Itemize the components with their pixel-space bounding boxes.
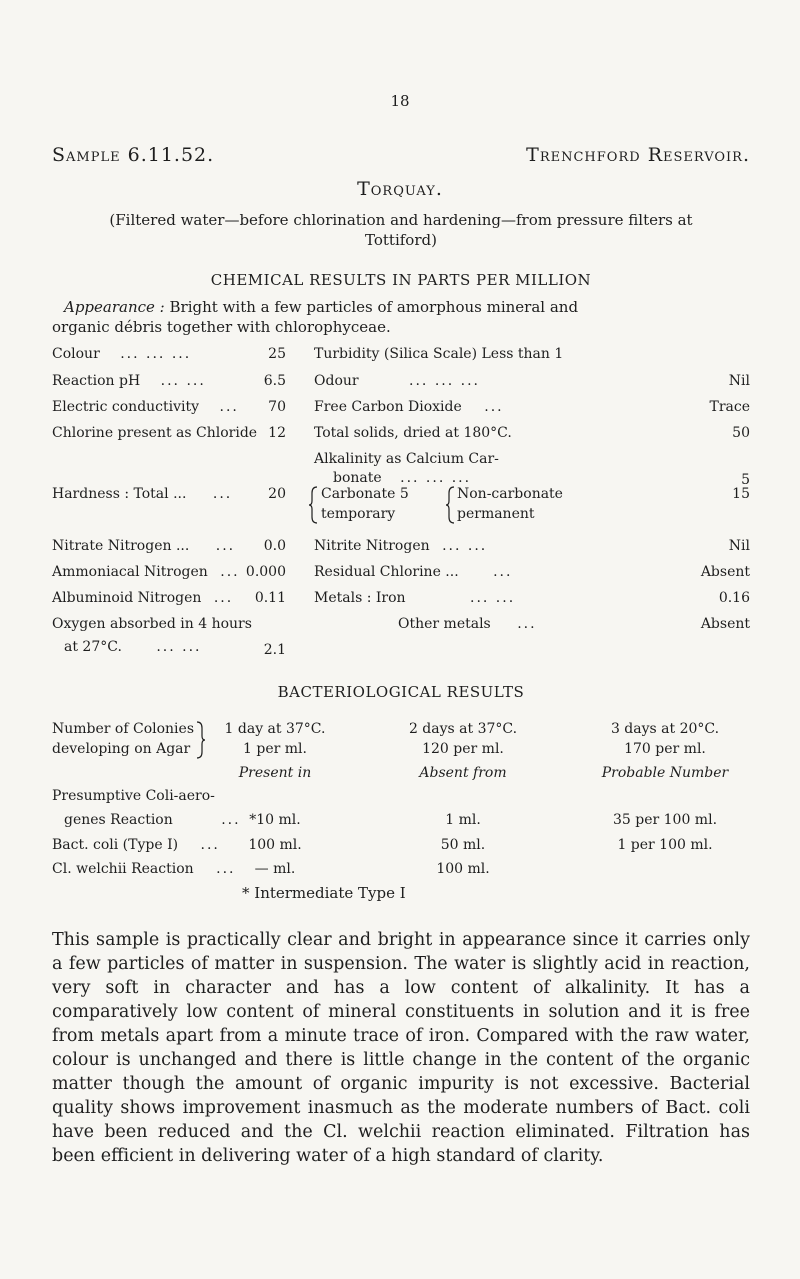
row-dots: ... ...	[160, 373, 206, 389]
left-row	[64, 638, 202, 656]
appearance-line1	[64, 298, 750, 316]
left-value: 70	[268, 399, 286, 415]
row-label: Chlorine present as Chloride	[52, 425, 258, 441]
present-in-heading: Present in	[238, 765, 312, 781]
row-label: at 27°C.	[64, 639, 122, 655]
bact-absent-value: 50 ml.	[440, 837, 486, 853]
permanent-label: permanent	[457, 506, 535, 522]
row-label: genes Reaction	[64, 812, 173, 828]
row-dots: ... ...	[156, 639, 202, 655]
filter-note-line1: (Filtered water—before chlorination and hardening—from pressure filters at	[109, 211, 693, 229]
right-row	[314, 398, 504, 416]
row-dots: ... ... ...	[400, 470, 472, 486]
appearance-label: Appearance :	[64, 298, 165, 316]
place-name: Torquay.	[357, 178, 443, 200]
colonies-label-line2: developing on Agar	[52, 741, 191, 757]
bact-absent-value: 100 ml.	[436, 861, 490, 877]
bact-present-value: — ml.	[254, 861, 296, 877]
row-dots: ...	[484, 399, 504, 415]
bacteriological-results-title: BACTERIOLOGICAL RESULTS	[277, 683, 525, 701]
row-dots: ... ... ...	[120, 346, 192, 362]
right-row	[398, 615, 537, 633]
left-value: 12	[268, 425, 286, 441]
row-dots: ...	[200, 837, 220, 853]
temporary-label: temporary	[321, 506, 396, 522]
left-value: 0.000	[245, 564, 286, 580]
row-label: Bact. coli (Type I)	[52, 837, 179, 853]
right-row	[314, 537, 487, 555]
chemical-results-title: CHEMICAL RESULTS IN PARTS PER MILLION	[210, 271, 592, 289]
row-label: Ammoniacal Nitrogen	[52, 564, 208, 580]
sample-date: Sample 6.11.52.	[52, 144, 215, 166]
noncarbonate-label: Non-carbonate	[457, 486, 563, 502]
row-dots: ...	[493, 564, 513, 580]
row-dots: ...	[517, 616, 537, 632]
row-label: Nitrate Nitrogen ...	[52, 538, 190, 554]
col3-head-line2: 170 per ml.	[624, 741, 706, 757]
col1-head-line1: 1 day at 37°C.	[224, 721, 326, 737]
left-row	[52, 345, 191, 363]
left-row	[52, 537, 235, 555]
bact-row-label	[52, 836, 220, 854]
right-value: Trace	[709, 399, 750, 415]
col1-head-line2: 1 per ml.	[243, 741, 307, 757]
noncarbonate-brace	[445, 485, 455, 529]
row-label: Electric conductivity	[52, 399, 200, 415]
carbonate-brace	[308, 485, 318, 529]
right-row	[314, 589, 515, 607]
bact-present-value: 100 ml.	[248, 837, 302, 853]
bact-probable-value: 35 per 100 ml.	[612, 812, 718, 828]
appearance-line2: organic débris together with chlorophyceae.	[52, 318, 391, 336]
left-value: 6.5	[263, 373, 286, 389]
row-label: Hardness : Total ...	[52, 486, 187, 502]
summary-paragraph: This sample is practically clear and bright in appearance since it carries only a few particles of matter in suspension. The water is slightly acid in reaction, very soft in character and has a low content of alkalinity. It has a comparatively low content of mineral constituents in solution and it is free from metals apart from a minute trace of iron. Compared with the raw water, colour is unchanged and there is little change in the content of the organic matter though the amount of organic impurity is not excessive. Bacterial quality shows improvement inasmuch as the moderate numbers of Bact. coli have been reduced and the Cl. welchii reaction eliminated. Filtration has been efficient in delivering water of a high standard of clarity.	[52, 930, 750, 1166]
row-dots: ...	[215, 538, 236, 554]
row-dots: ...	[221, 812, 241, 828]
colonies-label-line1: Number of Colonies	[52, 721, 195, 737]
left-value: 0.0	[263, 538, 286, 554]
left-row	[52, 398, 239, 416]
right-value: Absent	[700, 564, 750, 580]
right-value: 5	[741, 472, 750, 488]
row-dots: ... ...	[470, 590, 516, 606]
row-label: Residual Chlorine ...	[314, 564, 459, 580]
row-label: Oxygen absorbed in 4 hours	[52, 616, 252, 632]
row-label: Cl. welchii Reaction	[52, 861, 194, 877]
footnote: * Intermediate Type I	[242, 884, 406, 902]
left-row	[52, 485, 232, 503]
row-dots: ...	[219, 399, 239, 415]
left-row	[52, 424, 257, 442]
col2-head-line2: 120 per ml.	[422, 741, 504, 757]
right-value: 0.16	[718, 590, 750, 606]
row-label: Odour	[314, 373, 359, 389]
right-value: 50	[732, 425, 750, 441]
left-row	[52, 589, 233, 607]
probable-number-heading: Probable Number	[601, 765, 729, 781]
bact-absent-value: 1 ml.	[445, 812, 481, 828]
reservoir-name: Trenchford Reservoir.	[526, 144, 750, 166]
left-row	[52, 615, 252, 633]
presumptive-label-line1: Presumptive Coli-aero-	[52, 788, 215, 804]
row-dots: ... ...	[442, 538, 488, 554]
col3-head-line1: 3 days at 20°C.	[610, 721, 720, 737]
right-row	[314, 563, 512, 581]
right-row: Alkalinity as Calcium Car-	[314, 451, 499, 467]
noncarbonate-value: 15	[732, 486, 750, 502]
bact-probable-value: 1 per 100 ml.	[617, 837, 713, 853]
row-label: Free Carbon Dioxide	[314, 399, 462, 415]
row-dots: ...	[216, 861, 236, 877]
row-dots: ...	[220, 564, 240, 580]
right-row: Turbidity (Silica Scale) Less than 1	[314, 346, 564, 362]
left-row	[52, 563, 240, 581]
left-row	[52, 372, 206, 390]
row-label: Metals : Iron	[314, 590, 406, 606]
left-value: 25	[268, 346, 286, 362]
left-value: 2.1	[263, 642, 286, 658]
row-dots: ...	[212, 486, 233, 502]
row-label: Albuminoid Nitrogen	[52, 590, 202, 606]
absent-from-heading: Absent from	[419, 765, 507, 781]
row-label: Colour	[52, 346, 100, 362]
left-value: 0.11	[254, 590, 286, 606]
col2-head-line1: 2 days at 37°C.	[408, 721, 518, 737]
right-value: Nil	[728, 538, 750, 554]
bact-present-value: *10 ml.	[249, 812, 301, 828]
row-dots: ... ... ...	[409, 373, 480, 389]
filter-note-line2: Tottiford)	[365, 231, 437, 249]
page-number: 18	[390, 92, 410, 110]
appearance-text: Bright with a few particles of amorphous mineral and	[169, 298, 579, 316]
right-row: Total solids, dried at 180°C.	[314, 425, 512, 441]
row-dots: ...	[213, 590, 234, 606]
row-label: Reaction pH	[52, 373, 141, 389]
right-value: Absent	[700, 616, 750, 632]
row-label: Nitrite Nitrogen	[314, 538, 430, 554]
right-row	[314, 372, 480, 390]
left-value: 20	[268, 486, 286, 502]
row-label: bonate	[333, 470, 382, 486]
right-value: Nil	[728, 373, 750, 389]
carbonate-label: Carbonate 5	[321, 486, 409, 502]
row-label: Other metals	[398, 616, 491, 632]
